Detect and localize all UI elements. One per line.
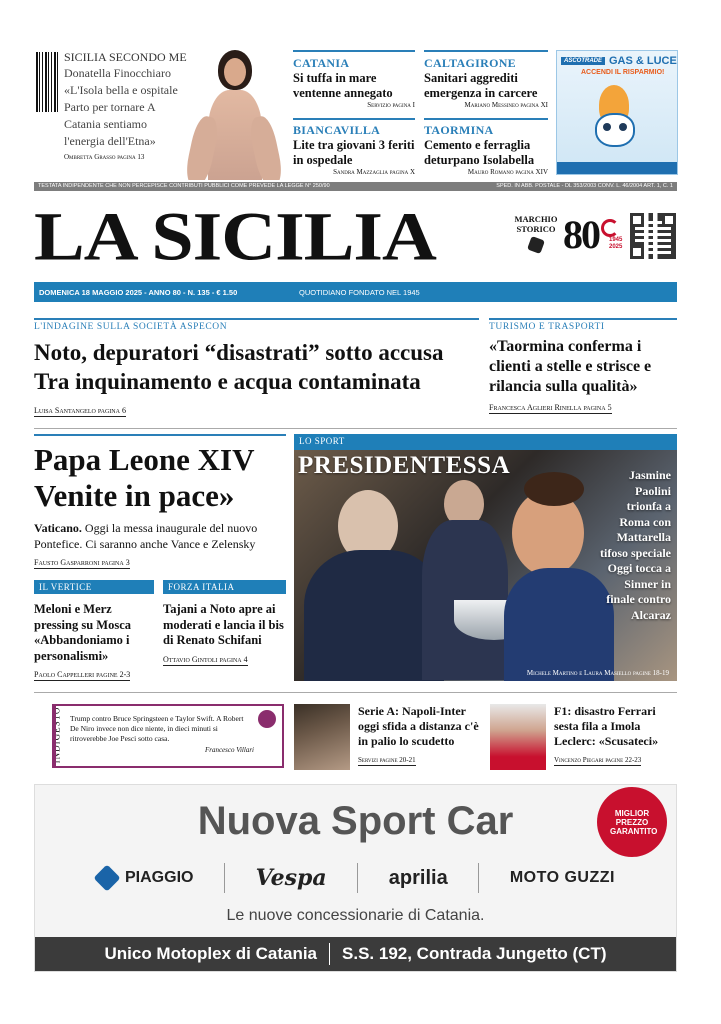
forza-italia-headline: Tajani a Noto apre ai moderati e lancia il bis di Renato Schifani xyxy=(163,602,284,647)
promo-story-place: TAORMINA xyxy=(424,123,494,137)
brand-piaggio: PIAGGIO xyxy=(125,869,194,886)
turismo-credit: Francesca Aglieri Rinella pagina 5 xyxy=(489,403,612,412)
badge-80: 80 xyxy=(563,212,599,257)
promo-story-place: BIANCAVILLA xyxy=(293,123,381,137)
vertice-credit: Paolo Cappelleri pagine 2-3 xyxy=(34,670,131,679)
founded-text: QUOTIDIANO FONDATO NEL 1945 xyxy=(299,287,420,297)
ad-line1: GAS & LUCE xyxy=(609,55,677,67)
serie-a-photo xyxy=(294,704,350,770)
forza-italia-story[interactable] xyxy=(163,580,286,667)
date-strip xyxy=(34,282,677,302)
legal-right: SPED. IN ABB. POSTALE - DL 353/2003 CONV. L. 46/2004 ART. 1, C. 1 xyxy=(496,183,673,189)
price-badge-text: MIGLIOR PREZZO GARANTITO xyxy=(610,808,658,836)
forza-italia-label: FORZA ITALIA xyxy=(163,580,286,594)
sport-title: PRESIDENTESSA xyxy=(298,452,511,479)
vertice-label: IL VERTICE xyxy=(34,580,154,594)
promo-left[interactable] xyxy=(64,50,190,161)
indigesto-logo-icon xyxy=(258,710,276,728)
promo-portrait xyxy=(180,46,288,180)
brand-aprilia: aprilia xyxy=(388,866,448,889)
f1-photo xyxy=(490,704,546,770)
barcode xyxy=(36,52,58,112)
indigesto-box[interactable] xyxy=(52,704,284,768)
sport-caption: Jasmine Paolini trionfa a Roma con Mattarella tifoso speciale Oggi tocca a Sinner in finale contro Alcaraz xyxy=(600,468,671,622)
legal-left: TESTATA INDIPENDENTE CHE NON PERCEPISCE CONTRIBUTI PUBBLICI COME PREVEDE LA LEGGE N° 250/90 xyxy=(38,183,330,189)
ad-bar-left: Unico Motoplex di Catania xyxy=(104,944,318,963)
turismo-headline: «Taormina conferma i clienti a stelle e strisce e rilancia sulla qualità» xyxy=(489,338,652,395)
ad-bar-right: S.S. 192, Contrada Jungetto (CT) xyxy=(342,944,607,963)
turismo-section-label: TURISMO E TRASPORTI xyxy=(489,322,605,332)
promo-left-kicker: SICILIA SECONDO ME xyxy=(64,50,187,64)
lead-section-label: L'INDAGINE SULLA SOCIETÀ ASPECON xyxy=(34,322,228,332)
papa-story[interactable] xyxy=(34,434,286,570)
brand-moto-guzzi: MOTO GUZZI xyxy=(509,869,615,886)
lead-story[interactable] xyxy=(34,318,479,418)
badge-years: 1945 2025 xyxy=(609,237,623,250)
ad-tagline: Le nuove concessionarie di Catania. xyxy=(226,907,485,924)
ad-brand: ASCOTRADE xyxy=(561,57,605,65)
lead-credit: Luisa Santangelo pagina 6 xyxy=(34,406,126,415)
promo-left-credit: Ombretta Grasso pagina 13 xyxy=(64,153,145,161)
promo-story-catania[interactable] xyxy=(293,50,415,109)
papa-headline-2: Venite in pace» xyxy=(34,478,235,513)
sport-block[interactable] xyxy=(294,434,677,681)
vertice-headline: Meloni e Merz pressing su Mosca «Abbandoniamo i personalismi» xyxy=(34,602,132,663)
eighty-years-badge xyxy=(563,213,629,263)
marchio-text: MARCHIO STORICO xyxy=(514,214,558,234)
piaggio-icon xyxy=(93,864,120,891)
sport-credit: Michele Martino e Laura Masiello pagine 18-19 xyxy=(526,669,669,677)
brand-vespa: Vespa xyxy=(255,865,327,891)
promo-story-credit: Mauro Romano pagina XIV xyxy=(467,168,548,176)
serie-a-story[interactable] xyxy=(358,704,482,767)
mascot-icon xyxy=(589,85,641,155)
forza-italia-credit: Ottavio Gintoli pagina 4 xyxy=(163,654,248,664)
ad-line2: ACCENDI IL RISPARMIO! xyxy=(581,69,665,76)
date-text: DOMENICA 18 MAGGIO 2025 - ANNO 80 - N. 135 - € 1.50 xyxy=(39,287,238,297)
promo-story-text: Lite tra giovani 3 feriti in ospedale xyxy=(293,138,415,167)
promo-story-credit: Sandra Mazzaglia pagina X xyxy=(333,168,415,176)
serie-a-credit: Servizi pagine 20-21 xyxy=(358,756,416,764)
marchio-storico-badge xyxy=(510,208,562,268)
vertice-story[interactable] xyxy=(34,580,154,682)
gas-luce-ad[interactable] xyxy=(556,50,678,175)
sport-label: LO SPORT xyxy=(294,434,677,450)
serie-a-headline: Serie A: Napoli-Inter oggi sfida a distanza c'è in palio lo scudetto xyxy=(358,704,479,748)
f1-story[interactable] xyxy=(554,704,678,767)
ad-title: Nuova Sport Car xyxy=(197,799,514,843)
promo-story-credit: Mariano Messineo pagina XI xyxy=(464,101,548,109)
promo-story-credit: Servizio pagina I xyxy=(367,101,415,109)
promo-story-taormina[interactable] xyxy=(424,118,548,176)
turismo-story[interactable] xyxy=(489,318,677,415)
masthead-title[interactable]: LA SICILIA xyxy=(34,199,436,275)
papa-headline-1: Papa Leone XIV xyxy=(34,442,255,477)
price-badge xyxy=(597,787,667,857)
lead-headline-1: Noto, depuratori “disastrati” sotto accusa xyxy=(34,340,444,365)
piaggio-logo xyxy=(95,866,193,890)
promo-story-place: CATANIA xyxy=(293,56,350,70)
indigesto-label: INDIGESTO xyxy=(51,706,62,764)
qr-code-icon xyxy=(630,213,676,259)
promo-story-text: Si tuffa in mare ventenne annegato xyxy=(293,71,393,100)
papa-lead-text: Oggi la messa inaugurale del nuovo Pontefice. Ci saranno anche Vance e Zelensky xyxy=(34,521,258,551)
papa-credit: Fausto Gasparroni pagina 3 xyxy=(34,558,130,567)
brand-row xyxy=(95,861,615,895)
section-divider-2 xyxy=(34,692,677,693)
lead-headline-2: Tra inquinamento e acqua contaminata xyxy=(34,369,421,394)
f1-headline: F1: disastro Ferrari sesta fila a Imola Leclerc: «Scusateci» xyxy=(554,704,659,748)
indigesto-author: Francesco Villari xyxy=(204,746,254,754)
promo-story-text: Sanitari aggrediti emergenza in carcere xyxy=(424,71,538,100)
promo-story-biancavilla[interactable] xyxy=(293,118,415,176)
promo-story-text: Cemento e ferraglia deturpano Isolabella xyxy=(424,138,535,167)
f1-credit: Vincenzo Piegari pagine 22-23 xyxy=(554,756,642,764)
ad-bottom-bar xyxy=(35,937,676,971)
papa-lead-bold: Vaticano. xyxy=(34,521,82,535)
indigesto-text: Trump contro Bruce Springsteen e Taylor Swift. A Robert De Niro invece non dice niente, in dieci minuti si ritroverebbe Joe Pesci sotto casa. xyxy=(70,714,244,743)
promo-left-text: Donatella Finocchiaro «L'Isola bella e ospitale Parto per tornare A Catania sentiamo l'energia dell'Etna» xyxy=(64,66,178,148)
legal-strip xyxy=(34,182,677,191)
sport-car-ad[interactable] xyxy=(34,784,677,972)
section-divider xyxy=(34,428,677,429)
promo-story-place: CALTAGIRONE xyxy=(424,56,516,70)
promo-story-caltagirone[interactable] xyxy=(424,50,548,109)
